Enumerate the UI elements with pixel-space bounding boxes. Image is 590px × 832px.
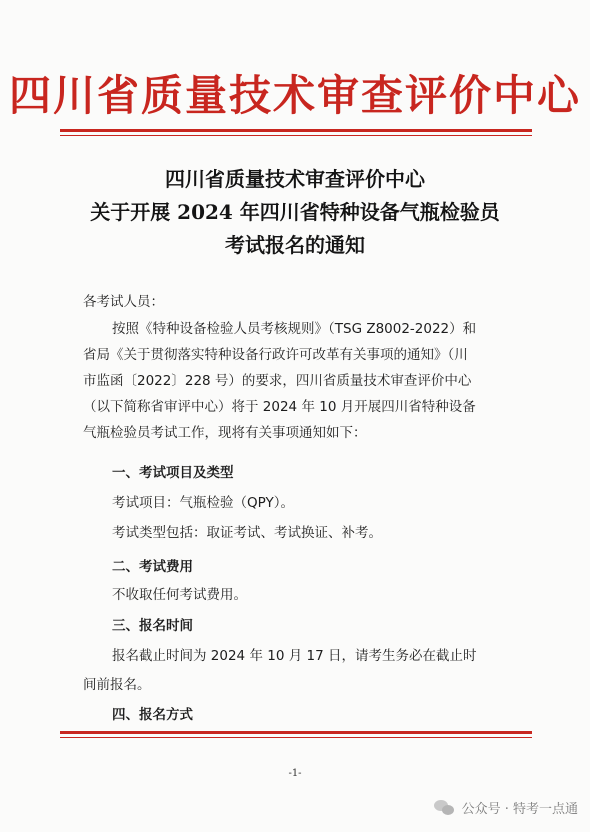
wechat-icon	[434, 800, 456, 816]
section-line: 考试项目：气瓶检验（QPY）。	[112, 495, 294, 511]
organization-letterhead: 四川省质量技术审查评价中心	[8, 71, 581, 120]
section-line: 不收取任何考试费用。	[112, 587, 247, 603]
paragraph-line: 按照《特种设备检验人员考核规则》（TSG Z8002-2022）和	[112, 321, 477, 337]
paragraph-line: 气瓶检验员考试工作，现将有关事项通知如下：	[83, 425, 367, 441]
section-line: 报名截止时间为 2024 年 10 月 17 日，请考生务必在截止时	[112, 648, 477, 664]
paragraph-line: 市监函〔2022〕228 号）的要求，四川省质量技术审查评价中心	[83, 373, 472, 389]
document-title	[0, 163, 590, 262]
wechat-watermark	[434, 798, 578, 817]
section-line: 间前报名。	[83, 677, 151, 693]
title-line-2: 关于开展 2024 年四川省特种设备气瓶检验员	[90, 200, 500, 224]
footer-divider-thin	[60, 737, 532, 738]
paragraph-line: （以下简称省审评中心）将于 2024 年 10 月开展四川省特种设备	[83, 399, 476, 415]
section-line: 考试类型包括：取证考试、考试换证、补考。	[112, 525, 382, 541]
section-heading-exam-fees: 二、考试费用	[112, 559, 193, 575]
footer-divider-thick	[60, 731, 532, 734]
section-heading-registration-time: 三、报名时间	[112, 618, 193, 634]
paragraph-line: 省局《关于贯彻落实特种设备行政许可改革有关事项的通知》（川	[83, 347, 468, 363]
title-line-1: 四川省质量技术审查评价中心	[165, 167, 425, 191]
title-line-3: 考试报名的通知	[225, 233, 365, 257]
page-number: -1-	[288, 768, 302, 779]
section-heading-registration-method: 四、报名方式	[112, 707, 193, 723]
letterhead-divider-thick	[60, 129, 532, 132]
section-heading-exam-items: 一、考试项目及类型	[112, 465, 234, 481]
letterhead-divider-thin	[60, 135, 532, 136]
salutation: 各考试人员：	[83, 294, 164, 310]
watermark-text: 公众号 · 特考一点通	[461, 802, 578, 817]
